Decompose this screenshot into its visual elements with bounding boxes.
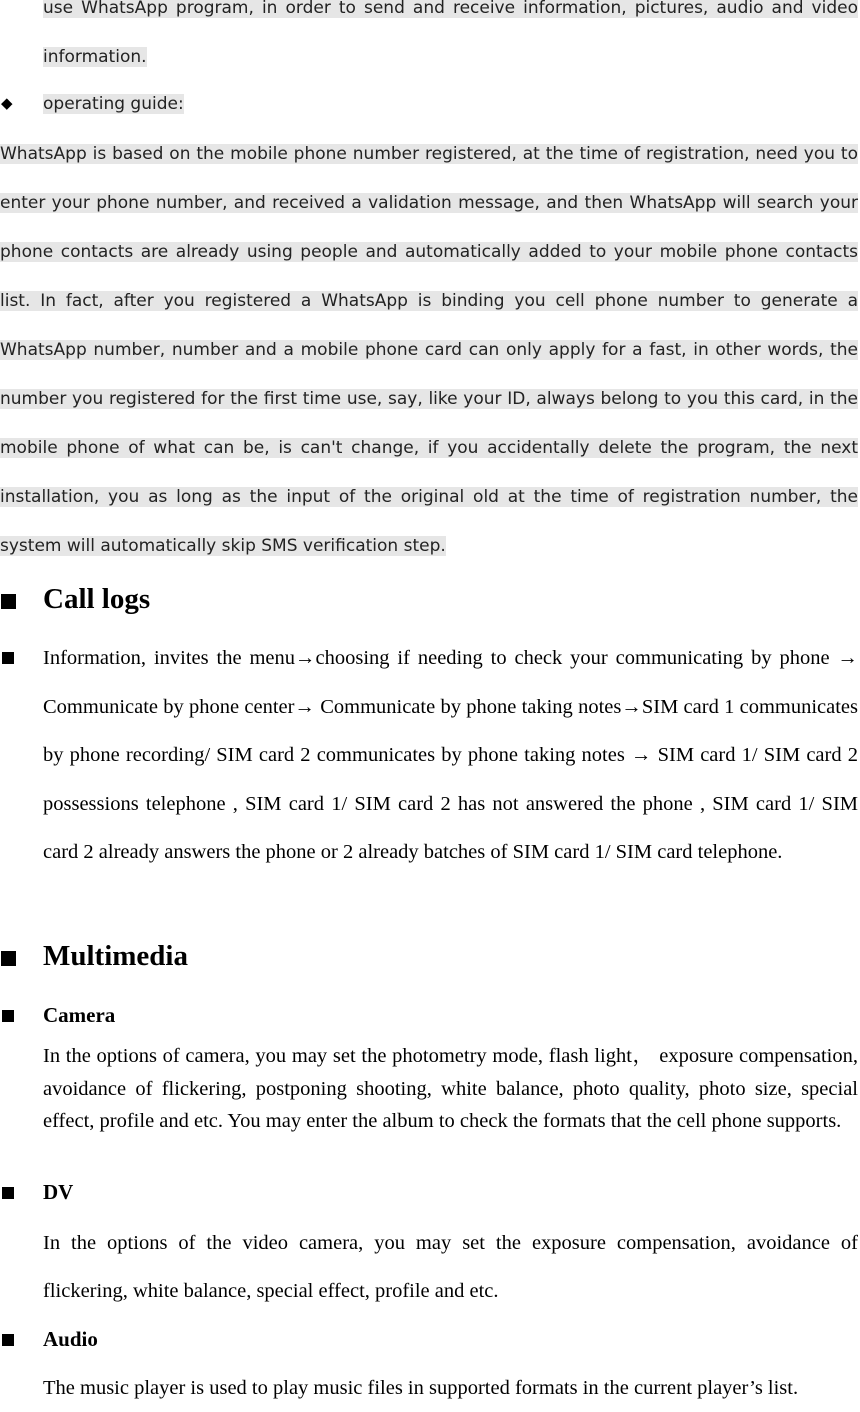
camera-title: Camera: [43, 1003, 116, 1027]
call-logs-heading: Call logs: [43, 583, 151, 615]
operating-guide-label: operating guide:: [43, 94, 184, 114]
square-bullet-icon: [2, 1334, 14, 1346]
dv-title: DV: [43, 1180, 74, 1204]
square-bullet-icon: [2, 652, 14, 664]
diamond-bullet-icon: ◆: [1, 96, 13, 112]
square-bullet-icon: [2, 1010, 14, 1022]
audio-text: The music player is used to play music files in supported formats in the current player’s list.: [43, 1377, 799, 1399]
call-logs-text: Information, invites the menu→choosing if needing to check your communicating by phone → Communicate by phone center→ Communicate by phone taking notes→SIM card 1 communicates by phone recording/ SIM card 2 communicates by phone taking notes → SIM card 1/ SIM card 2 possessions telephone , SIM card 1/ SIM card 2 has not answered the phone , SIM card 1/ SIM card 2 already answers the phone or 2 already batches of SIM card 1/ SIM card telephone.: [43, 647, 858, 864]
square-bullet-icon: [1, 951, 16, 966]
operating-guide-text: WhatsApp is based on the mobile phone number registered, at the time of registration, need you to enter your phone number, and received a validation message, and then WhatsApp will search your phone contacts are already using people and automatically added to your mobile phone contacts list. In fact, after you registered a WhatsApp is binding you cell phone number to generate a WhatsApp number, number and a mobile phone card can only apply for a fast, in other words, the number you registered for the first time use, say, like your ID, always belong to you this card, in the mobile phone of what can be, is can't change, if you accidentally delete the program, the next installation, you as long as the input of the original old at the time of registration number, the system will automatically skip SMS verification step.: [0, 144, 858, 556]
whatsapp-intro-line-2: information.: [43, 47, 147, 67]
square-bullet-icon: [2, 1187, 14, 1199]
camera-text: In the options of camera, you may set the photometry mode, flash light， exposure compensation, avoidance of flickering, postponing shooting, white balance, photo quality, photo size, special effect, profile and etc. You may enter the album to check the formats that the cell phone supports.: [43, 1045, 858, 1132]
whatsapp-intro-line-1: use WhatsApp program, in order to send and receive information, pictures, audio and video: [43, 0, 858, 18]
square-bullet-icon: [1, 594, 16, 609]
multimedia-heading: Multimedia: [43, 940, 188, 972]
dv-text: In the options of the video camera, you may set the exposure compensation, avoidance of flickering, white balance, special effect, profile and etc.: [43, 1232, 858, 1302]
audio-title: Audio: [43, 1327, 98, 1351]
